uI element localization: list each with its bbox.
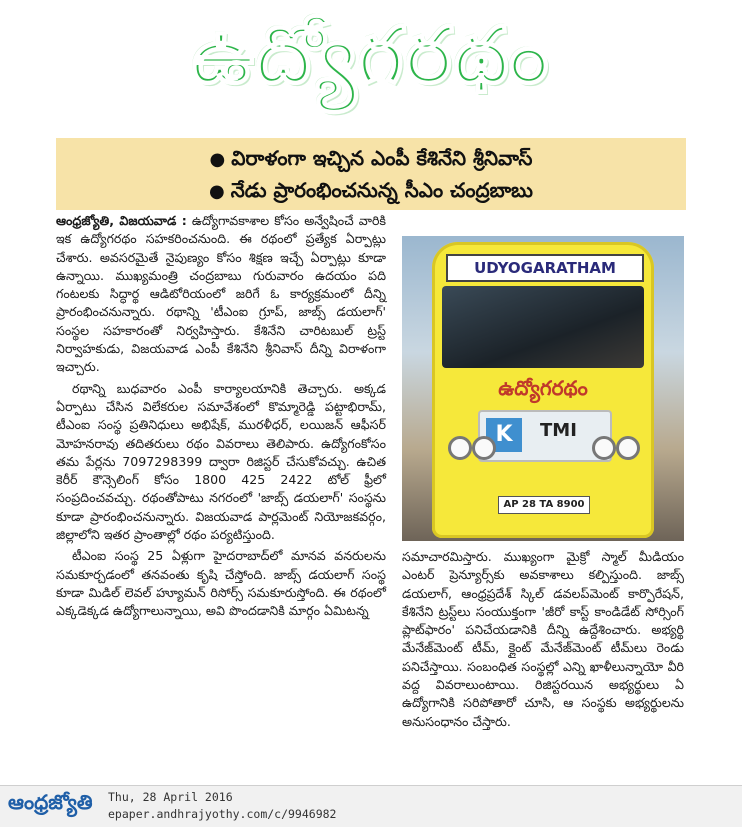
- subhead-line-1: [56, 146, 686, 175]
- epaper-link[interactable]: epaper.andhrajyothy.com/c/9946982: [108, 807, 337, 821]
- bus-photo: [402, 236, 684, 541]
- bus-body: [432, 242, 654, 538]
- article-paragraph: టీఎంఐ సంస్థ 25 ఏళ్లుగా హైదరాబాద్‌లో మానవ వనరులను సమకూర్చడంలో తనవంతు కృషి చేస్తోంది. జాబ్స్ డయలాగ్ సంస్థ కూడా మిడిల్ లెవల్ హ్యూమన్ రిసోర్స్ సమకూరుస్తోంది. ఈ రథంలో ఎక్కడెక్కడ ఉద్యోగాలున్నాయి, అవి పొందడానికి మార్గం ఏమిటన్న: [56, 548, 386, 619]
- subhead-line-2: [56, 178, 686, 207]
- bus-tmi-logo: TMI: [540, 420, 577, 441]
- article-paragraph: రథాన్ని బుధవారం ఎంపీ కార్యాలయానికి తెచ్చారు. అక్కడ ఏర్పాటు చేసిన విలేకరుల సమావేశంలో కొమ్మారెడ్డి పట్టాభిరామ్, టీఎంఐ సంస్థ ప్రతినిధులు అభిషేక్, మురళీధర్, లయిజన్ ఆఫీసర్ మోహనరావు తదితరులు రథం వివరాలు తెలిపారు. ఉద్యోగంకోసం తమ పేర్లను 7097298399 ద్వారా రిజిస్టర్ చేసుకోవచ్చు. ఉచిత కెరీర్ కౌన్సెలింగ్ కోసం 1800 425 2422 టోల్ ఫ్రీలో సంప్రదించవచ్చు. రథంతోపాటు నగరంలో 'జాబ్స్ డయలాగ్' సంస్థను కూడా ప్రారంభించనున్నారు. విజయవాడ పార్లమెంట్ నియోజకవర్గం, జిల్లాలోని ఇతర ప్రాంతాల్లో రథం పర్యటిస్తుంది.: [56, 380, 386, 543]
- headlight-icon: [616, 436, 640, 460]
- dateline: ఆంధ్రజ్యోతి, విజయవాడ :: [56, 213, 187, 228]
- article-text: ఉద్యోగావకాశాల కోసం అన్వేషించే వారికి ఇక ఉద్యోగరథం సహకరించనుంది. ఈ రథంలో ప్రత్యేక ఏర్పాట్లు చేశారు. అవసరమైతే నైపుణ్యం కోసం శిక్షణ ఇచ్చే ఏర్పాట్లు కూడా ఉన్నాయి. ముఖ్యమంత్రి చంద్రబాబు గురువారం ఉదయం పది గంటలకు సిద్ధార్థ ఆడిటోరియంలో జరిగే ఓ కార్యక్రమంలో దీన్ని ప్రారంభించనున్నారు. రథాన్ని 'టీఎంఐ గ్రూప్, జాబ్స్ డయలాగ్' సంస్థల సహకారంతో నిర్వహిస్తారు. కేశినేని చారిటబుల్ ట్రస్ట్ నిర్వాహకుడు, విజయవాడ ఎంపీ కేశినేని శ్రీనివాస్ దీన్ని విరాళంగా ఇచ్చారు.: [56, 213, 386, 375]
- subhead-text-2: నేడు ప్రారంభించనున్న సీఎం చంద్రబాబు: [230, 178, 533, 202]
- bus-windshield: [442, 286, 644, 368]
- bus-name-lettering: ఉద్యోగరథం: [498, 376, 588, 400]
- bus-grille: [478, 410, 612, 462]
- subhead-text-1: విరాళంగా ఇచ్చిన ఎంపీ కేశినేని శ్రీనివాస్: [231, 146, 533, 170]
- headlight-icon: [592, 436, 616, 460]
- andhrajyothy-logo: ఆంధ్రజ్యోతి: [8, 790, 93, 814]
- article-column-left: [56, 212, 386, 772]
- headline-title: ఉద్యోగరథం: [191, 10, 551, 101]
- bus-destination-sign: UDYOGARATHAM: [446, 254, 644, 282]
- article-paragraph: [56, 212, 386, 377]
- headline-banner: [0, 0, 742, 130]
- bullet-icon: ●: [209, 149, 226, 170]
- headlight-icon: [472, 436, 496, 460]
- article-column-right: [402, 548, 684, 772]
- subhead-box: [56, 138, 686, 210]
- publish-date: Thu, 28 April 2016: [108, 790, 233, 804]
- bullet-icon: ●: [209, 181, 225, 202]
- bus-k-logo-icon: K: [486, 418, 522, 452]
- headlight-icon: [448, 436, 472, 460]
- footer-bar: [0, 785, 742, 827]
- license-plate: AP 28 TA 8900: [498, 496, 590, 514]
- article-paragraph: సమాచారమిస్తారు. ముఖ్యంగా మైక్రో స్మాల్ మీడియం ఎంటర్ ప్రెన్యూర్స్‌కు అవకాశాలు కల్పిస్తుంది. జాబ్స్ డయలాగ్, ఆంధ్రప్రదేశ్ స్కిల్ డవలప్‌మెంట్ కార్పొరేషన్, కేశినేని ట్రస్ట్‌లు సంయుక్తంగా 'జీరో కాస్ట్ కాండిడేట్ సోర్సింగ్ ప్లాట్‌ఫారం' పనిచేయడానికి దీన్ని ఉద్దేశించారు. అభ్యర్థి మేనేజ్‌మెంట్ టీమ్, క్లైంట్ మేనేజ్‌మెంట్ టీమ్‌లు రెండు పనిచేస్తాయి. సంబంధిత సంస్థల్లో ఎన్ని ఖాళీలున్నాయో వీరి వద్ద వివరాలుంటాయి. రిజిస్టరయిన అభ్యర్థులు ఏ ఉద్యోగానికి సరిపోతారో చూసి, ఆ సంస్థకు అభ్యర్థులను అనుసంధానం చేస్తారు.: [402, 549, 684, 729]
